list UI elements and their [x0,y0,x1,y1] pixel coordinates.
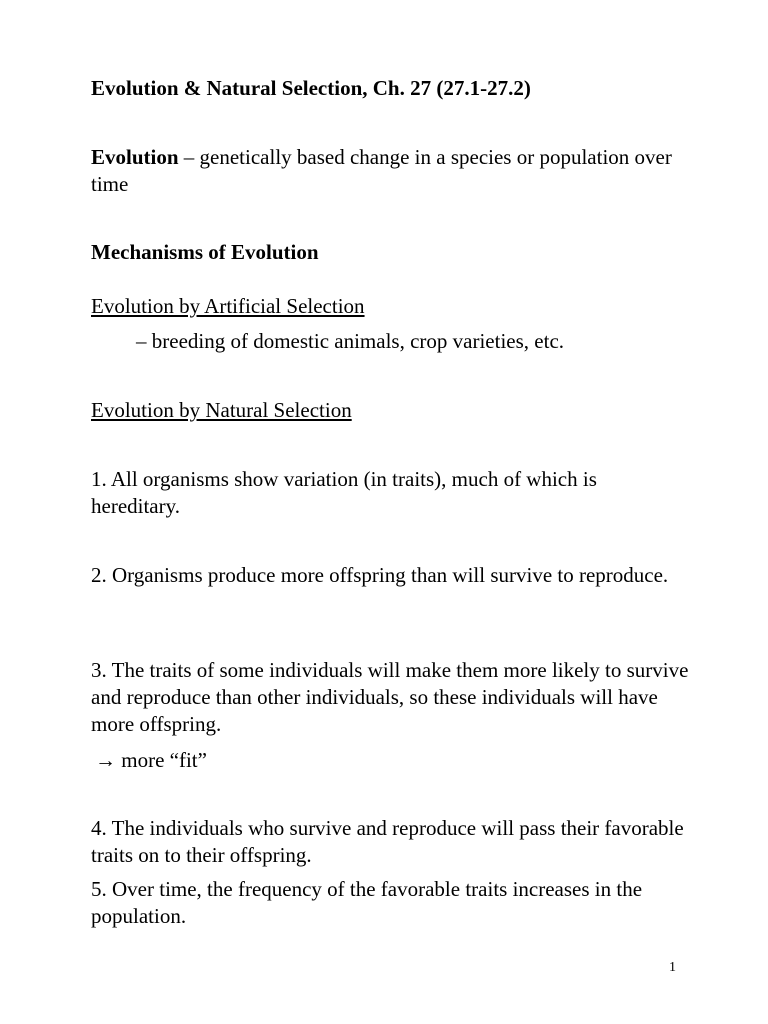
definition-term: Evolution [91,145,179,169]
artificial-selection-heading: Evolution by Artificial Selection [91,294,365,318]
definition-text: – genetically based change in a species or population over time [91,145,672,196]
artificial-selection-detail: – breeding of domestic animals, crop varieties, etc. [136,329,565,353]
fit-note: → more “fit” [95,748,207,772]
section-heading: Mechanisms of Evolution [91,240,319,264]
list-item: 3. The traits of some individuals will make them more likely to survive and reproduce than other individuals, so these individuals will have more offspring. [91,658,689,736]
list-item: 2. Organisms produce more offspring than will survive to reproduce. [91,563,669,587]
page-number: 1 [669,960,676,975]
document-title: Evolution & Natural Selection, Ch. 27 (27.1-27.2) [91,76,531,100]
list-item: 4. The individuals who survive and reproduce will pass their favorable traits on to their offspring. [91,816,684,867]
evolution-definition [91,144,691,198]
natural-selection-heading: Evolution by Natural Selection [91,398,352,422]
list-item: 5. Over time, the frequency of the favorable traits increases in the population. [91,877,643,928]
list-item: 1. All organisms show variation (in traits), much of which is hereditary. [91,467,597,518]
